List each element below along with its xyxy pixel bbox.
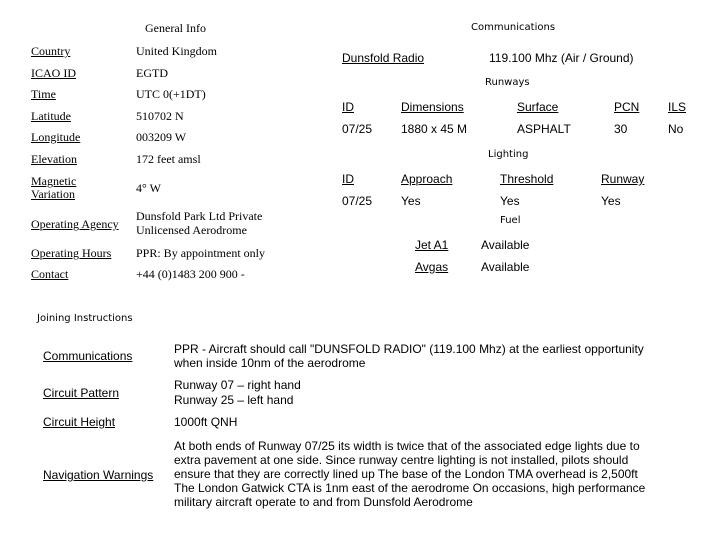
lighting-heading: Lighting bbox=[488, 149, 529, 160]
runways-heading: Runways bbox=[485, 77, 530, 88]
operating-agency-label[interactable]: Operating Agency bbox=[31, 217, 119, 231]
lighting-col-threshold[interactable]: Threshold bbox=[500, 172, 554, 186]
magnetic-variation-value: 4° W bbox=[136, 181, 161, 195]
country-value: United Kingdom bbox=[136, 44, 217, 58]
runways-col-ils[interactable]: ILS bbox=[668, 100, 687, 114]
runway-surface: ASPHALT bbox=[517, 122, 571, 136]
ji-communications-label[interactable]: Communications bbox=[43, 349, 133, 363]
comm-frequency: 119.100 Mhz (Air / Ground) bbox=[489, 51, 634, 65]
runway-id: 07/25 bbox=[342, 122, 373, 136]
contact-value: +44 (0)1483 200 900 - bbox=[136, 267, 245, 281]
runways-col-surface[interactable]: Surface bbox=[517, 100, 559, 114]
runway-pcn: 30 bbox=[614, 122, 628, 136]
runways-col-pcn[interactable]: PCN bbox=[614, 100, 640, 114]
fuel-type-avgas[interactable]: Avgas bbox=[415, 260, 449, 274]
operating-hours-value: PPR: By appointment only bbox=[136, 246, 266, 260]
runways-col-dimensions[interactable]: Dimensions bbox=[401, 100, 464, 114]
operating-agency-value: Dunsfold Park Ltd Private Unlicensed Aerodrome bbox=[136, 209, 263, 237]
lighting-id: 07/25 bbox=[342, 194, 373, 208]
communications-heading: Communications bbox=[471, 22, 556, 33]
country-label[interactable]: Country bbox=[31, 44, 71, 58]
fuel-status-avgas: Available bbox=[481, 260, 530, 274]
icao-id-label[interactable]: ICAO ID bbox=[31, 66, 76, 80]
elevation-value: 172 feet amsl bbox=[136, 152, 201, 166]
fuel-heading: Fuel bbox=[500, 215, 521, 226]
magnetic-variation-label[interactable]: Magnetic Variation bbox=[31, 174, 77, 201]
lighting-runway: Yes bbox=[601, 194, 621, 208]
ji-navigation-warnings-text: At both ends of Runway 07/25 its width is twice that of the associated edge lights due to extra pavement at one side. Since runway centre lighting is not installed, pilots should ensure that they are correctly lined up The base of the London TMA overhead is 2,500ft The London Gatwick CTA is 1nm east of the aerodrome On occasions, high performance military aircraft operate to and from Dunsfold Aerodrome bbox=[174, 439, 646, 509]
latitude-value: 510702 N bbox=[136, 109, 184, 123]
operating-hours-label[interactable]: Operating Hours bbox=[31, 246, 112, 260]
lighting-col-approach[interactable]: Approach bbox=[401, 172, 453, 186]
contact-label[interactable]: Contact bbox=[31, 267, 69, 281]
runway-ils: No bbox=[668, 122, 684, 136]
ji-navigation-warnings-label[interactable]: Navigation Warnings bbox=[43, 468, 154, 482]
runway-dimensions: 1880 x 45 M bbox=[401, 122, 468, 136]
lighting-col-runway[interactable]: Runway bbox=[601, 172, 645, 186]
time-label[interactable]: Time bbox=[31, 87, 56, 101]
joining-instructions-heading: Joining Instructions bbox=[37, 313, 133, 324]
lighting-approach: Yes bbox=[401, 194, 421, 208]
elevation-label[interactable]: Elevation bbox=[31, 152, 77, 166]
ji-circuit-pattern-label[interactable]: Circuit Pattern bbox=[43, 386, 120, 400]
fuel-status-jet-a1: Available bbox=[481, 238, 530, 252]
icao-id-value: EGTD bbox=[136, 66, 168, 80]
general-info-heading: General Info bbox=[145, 21, 206, 35]
ji-circuit-height-text: 1000ft QNH bbox=[174, 415, 238, 429]
longitude-label[interactable]: Longitude bbox=[31, 130, 81, 144]
comm-station-link[interactable]: Dunsfold Radio bbox=[342, 51, 425, 65]
runways-col-id[interactable]: ID bbox=[342, 100, 354, 114]
ji-circuit-height-label[interactable]: Circuit Height bbox=[43, 415, 116, 429]
lighting-threshold: Yes bbox=[500, 194, 520, 208]
ji-communications-text: PPR - Aircraft should call "DUNSFOLD RADIO" (119.100 Mhz) at the earliest opportunity when inside 10nm of the aerodrome bbox=[174, 342, 644, 370]
fuel-type-jet-a1[interactable]: Jet A1 bbox=[415, 238, 449, 252]
latitude-label[interactable]: Latitude bbox=[31, 109, 71, 123]
longitude-value: 003209 W bbox=[136, 130, 187, 144]
ji-circuit-pattern-line1: Runway 07 – right hand bbox=[174, 378, 301, 392]
time-value: UTC 0(+1DT) bbox=[136, 87, 206, 101]
ji-circuit-pattern-line2: Runway 25 – left hand bbox=[174, 393, 294, 407]
lighting-col-id[interactable]: ID bbox=[342, 172, 354, 186]
